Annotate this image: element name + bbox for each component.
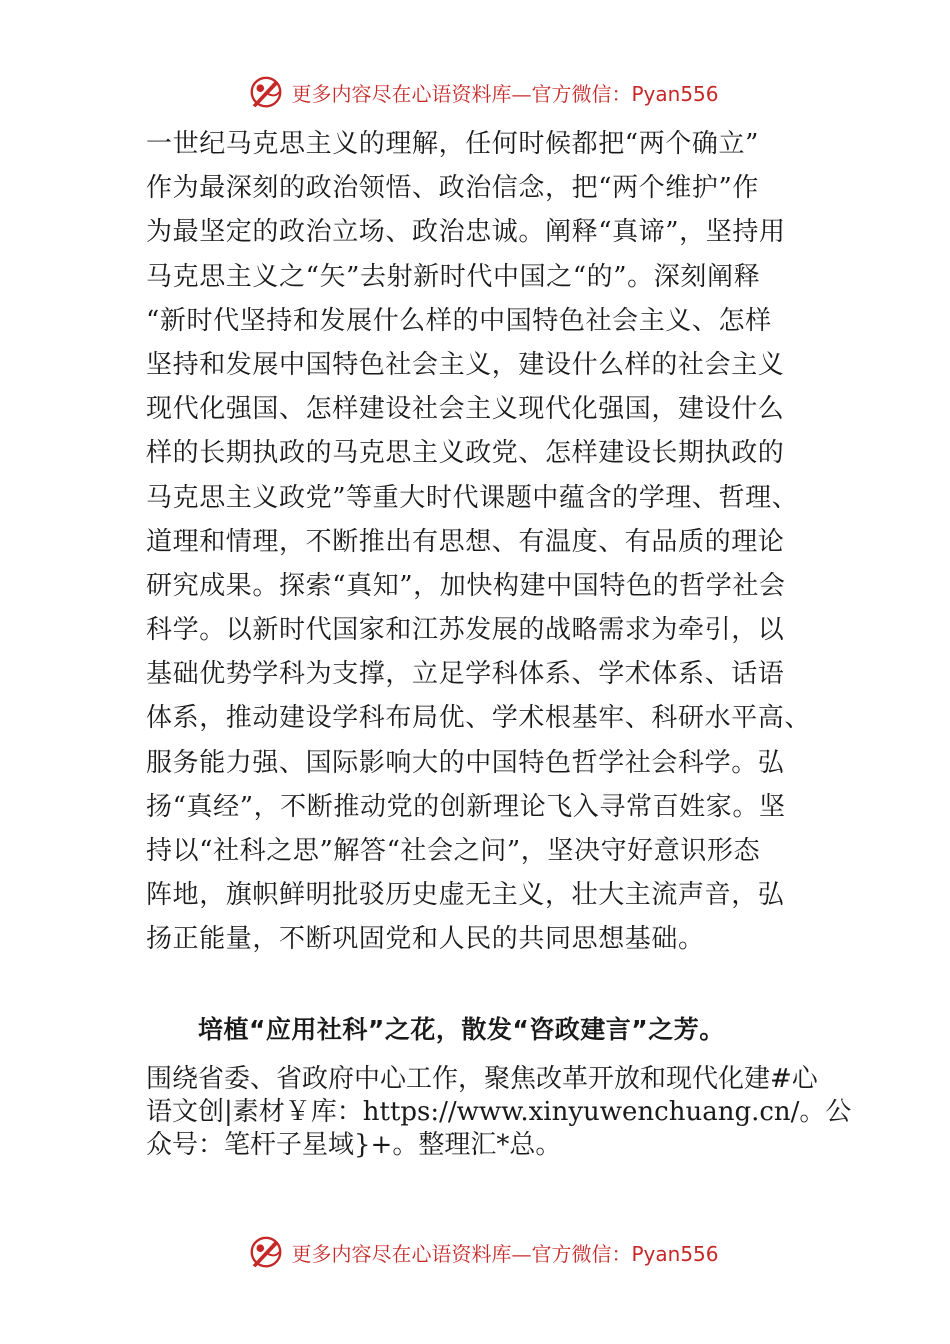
footer-wechat-id: Pyan556	[631, 1241, 719, 1266]
header-banner-content	[247, 73, 718, 111]
body-line: 服务能力强、国际影响大的中国特色哲学社会科学。弘	[146, 747, 785, 778]
footer-line: 语文创|素材￥库：https://www.xinyuwenchuang.cn/。公	[146, 1097, 852, 1127]
footer-banner	[0, 1230, 950, 1274]
body-line: 坚持和发展中国特色社会主义，建设什么样的社会主义	[146, 349, 785, 380]
header-slogan	[291, 78, 718, 107]
footer-slogan	[291, 1238, 718, 1267]
body-line: 科学。以新时代国家和江苏发展的战略需求为牵引，以	[146, 615, 785, 646]
footer-banner-content	[247, 1233, 718, 1271]
body-line: “新时代坚持和发展什么样的中国特色社会主义、怎样	[146, 305, 772, 336]
body-line: 体系，推动建设学科布局优、学术根基牢、科研水平高、	[146, 703, 812, 734]
body-line: 基础优势学科为支撑，立足学科体系、学术体系、话语	[146, 659, 785, 690]
body-line: 持以“社科之思”解答“社会之问”，坚决守好意识形态	[146, 836, 761, 866]
footer-slogan-text: 更多内容尽在心语资料库—官方微信：	[291, 1241, 632, 1266]
footer-paragraph	[146, 1063, 852, 1162]
body-line: 马克思主义政党”等重大时代课题中蕴含的学理、哲理、	[146, 482, 799, 513]
body-line: 扬正能量，不断巩固党和人民的共同思想基础。	[146, 924, 705, 955]
pen-circle-logo-icon	[247, 73, 285, 111]
body-line: 马克思主义之“矢”去射新时代中国之“的”。深刻阐释	[146, 261, 761, 292]
body-line: 一世纪马克思主义的理解，任何时候都把“两个确立”	[146, 129, 759, 159]
body-line: 扬“真经”，不断推动党的创新理论飞入寻常百姓家。坚	[146, 791, 786, 822]
body-line: 道理和情理，不断推出有思想、有温度、有品质的理论	[146, 526, 785, 557]
body-line: 现代化强国、怎样建设社会主义现代化强国，建设什么	[146, 394, 785, 425]
body-line: 样的长期执政的马克思主义政党、怎样建设长期执政的	[146, 438, 785, 469]
header-wechat-id: Pyan556	[631, 81, 719, 106]
header-slogan-text: 更多内容尽在心语资料库—官方微信：	[291, 81, 632, 106]
body-line: 为最坚定的政治立场、政治忠诚。阐释“真谛”，坚持用	[146, 217, 786, 248]
body-line: 作为最深刻的政治领悟、政治信念，把“两个维护”作	[146, 173, 759, 204]
body-line: 研究成果。探索“真知”，加快构建中国特色的哲学社会	[146, 570, 786, 601]
section-heading: 培植“应用社科”之花，散发“咨政建言”之芳。	[198, 1015, 725, 1044]
body-paragraph	[146, 122, 810, 962]
pen-circle-logo-icon	[247, 1233, 285, 1271]
header-banner	[0, 70, 950, 114]
footer-line: 围绕省委、省政府中心工作，聚焦改革开放和现代化建#心	[146, 1064, 818, 1094]
footer-line: 众号：笔杆子星域}+。整理汇*总。	[146, 1130, 562, 1160]
body-line: 阵地，旗帜鲜明批驳历史虚无主义，壮大主流声音，弘	[146, 880, 785, 911]
